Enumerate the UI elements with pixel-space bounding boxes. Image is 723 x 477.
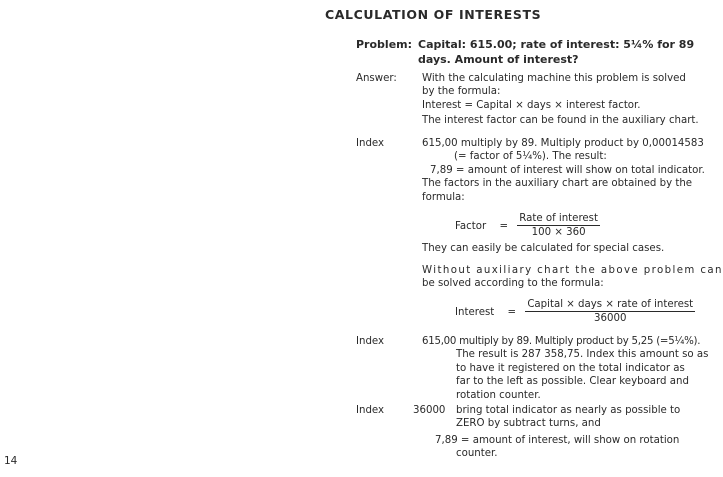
index-label: Index	[356, 336, 385, 347]
index2-line: to have it registered on the total indicator as	[456, 362, 685, 374]
formula-fraction	[517, 212, 600, 240]
interest-formula	[455, 298, 695, 326]
index3-line: ZERO by subtract turns, and	[456, 418, 601, 430]
index2-text	[422, 335, 709, 402]
problem-line: Capital: 615.00; rate of interest: 5¼% for 89	[418, 38, 695, 51]
special-cases-text: They can easily be calculated for special cases.	[422, 243, 665, 254]
formula-numerator: Capital × days × rate of interest	[525, 298, 695, 312]
formula-equals: =	[507, 306, 517, 318]
index2-line: The result is 287 358,75. Index this amount so as	[456, 349, 709, 361]
index1-line: The factors in the auxiliary chart are obtained by the	[422, 178, 693, 190]
index1-line: (= factor of 5¼%). The result:	[454, 151, 607, 163]
index-value: 36000	[413, 405, 446, 416]
index2-line: 615,00 multiply by 89. Multiply product by 5,25 (=5¼%).	[422, 336, 701, 347]
index3-line: counter.	[456, 448, 498, 460]
problem-line: days. Amount of interest?	[418, 52, 579, 66]
formula-fraction	[525, 298, 695, 326]
answer-line: With the calculating machine this problem is solved	[422, 73, 686, 84]
formula-lhs: Interest	[455, 306, 495, 318]
without-line: be solved according to the formula:	[422, 278, 604, 290]
formula-lhs: Factor	[455, 220, 487, 232]
factor-formula	[455, 212, 600, 240]
index1-line: formula:	[422, 191, 465, 203]
index3-result	[435, 434, 685, 461]
answer-line: by the formula:	[422, 86, 501, 98]
formula-numerator: Rate of interest	[517, 212, 600, 226]
index-label: Index	[356, 138, 385, 149]
answer-label: Answer:	[356, 73, 397, 84]
formula-equals: =	[499, 220, 508, 232]
page-title: CALCULATION OF INTERESTS	[325, 7, 542, 22]
without-line: Without auxiliary chart the above problem can	[422, 265, 723, 276]
problem-text	[418, 38, 695, 67]
answer-line: Interest = Capital × days × interest factor.	[422, 99, 641, 111]
index1-line: 7,89 = amount of interest will show on total indicator.	[430, 164, 705, 176]
index1-line: 615,00 multiply by 89. Multiply product by 0,00014583	[422, 138, 704, 149]
without-chart-text	[422, 264, 723, 291]
formula-denominator: 36000	[594, 313, 627, 325]
index3-line: bring total indicator as nearly as possible to	[456, 405, 681, 416]
index2-line: far to the left as possible. Clear keyboard and	[456, 376, 689, 388]
index1-text	[422, 137, 705, 204]
formula-denominator: 100 × 360	[531, 227, 586, 239]
answer-text	[422, 72, 699, 128]
index2-line: rotation counter.	[456, 389, 541, 401]
index-label: Index	[356, 405, 385, 416]
index3-line: 7,89 = amount of interest, will show on rotation	[435, 435, 680, 446]
answer-line: The interest factor can be found in the auxiliary chart.	[422, 115, 699, 127]
index3-text	[456, 404, 686, 431]
problem-label: Problem:	[356, 38, 413, 51]
page-number: 14	[4, 455, 18, 467]
